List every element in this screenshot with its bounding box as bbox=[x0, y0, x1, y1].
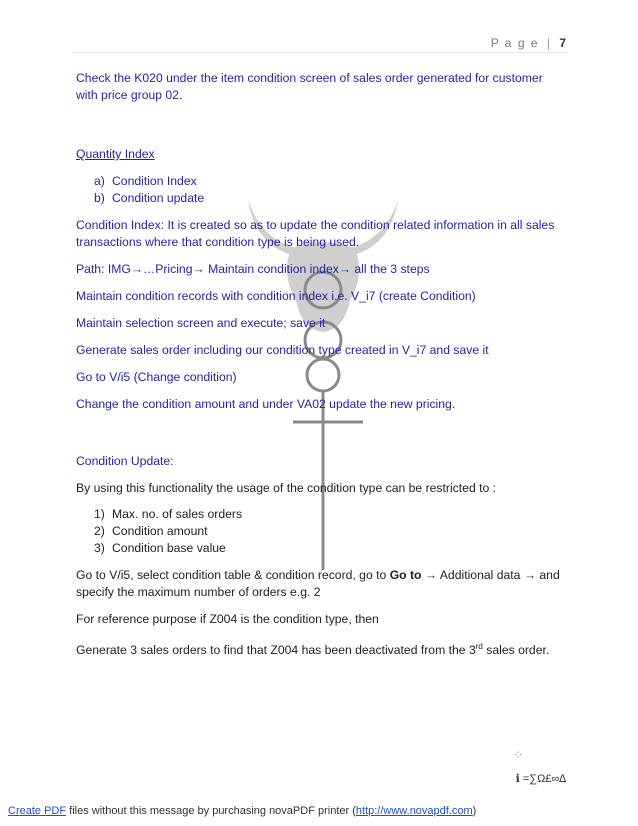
reference-line: For reference purpose if Z004 is the condition type, then bbox=[76, 612, 379, 626]
list-item bbox=[76, 190, 582, 207]
list-marker: 2) bbox=[94, 524, 105, 538]
condition-index-description: Condition Index: It is created so as to update the condition related information in all sales transactions where that condition type is being used. bbox=[76, 218, 555, 249]
step-change-condition: Go to V/i5 (Change condition) bbox=[76, 370, 237, 384]
list-item bbox=[76, 540, 582, 557]
loading-spinner-icon: ⁘ bbox=[513, 748, 524, 762]
goto-bold-text: Go to bbox=[389, 568, 422, 582]
footer-middle-text: files without this message by purchasing novaPDF printer ( bbox=[66, 805, 356, 817]
list-text: Max. no. of sales orders bbox=[112, 507, 243, 521]
path-line: Path: IMG→…Pricing→ Maintain condition index→ all the 3 steps bbox=[76, 262, 430, 276]
list-marker: a) bbox=[94, 174, 105, 188]
step-maintain-records: Maintain condition records with condition index i.e. V_i7 (create Condition) bbox=[76, 289, 476, 303]
list-text: Condition amount bbox=[112, 524, 208, 538]
goto-text-part2: → Additional data → and specify the maximum number of orders e.g. 2 bbox=[76, 568, 560, 599]
list-marker: b) bbox=[94, 191, 105, 205]
ordinal-superscript: rd bbox=[475, 642, 483, 651]
goto-text-part1: Go to V/i5, select condition table & condition record, go to bbox=[76, 568, 390, 582]
list-item bbox=[76, 506, 582, 523]
page-header bbox=[491, 36, 566, 50]
create-pdf-link[interactable]: Create PDF bbox=[8, 805, 67, 817]
condition-update-heading: Condition Update: bbox=[76, 454, 174, 468]
novapdf-url-link[interactable]: http://www.novapdf.com bbox=[355, 805, 473, 817]
goto-paragraph bbox=[76, 567, 566, 601]
generate-text-part2: sales order. bbox=[482, 643, 550, 658]
page-number: 7 bbox=[559, 36, 566, 50]
intro-paragraph: Check the K020 under the item condition screen of sales order generated for customer with price group 02. bbox=[76, 71, 543, 102]
list-text: Condition update bbox=[112, 191, 205, 205]
footer-end-text: ) bbox=[472, 805, 477, 817]
usage-line: By using this functionality the usage of the condition type can be restricted to : bbox=[76, 481, 497, 495]
list-text: Condition Index bbox=[112, 174, 197, 188]
step-generate-order: Generate sales order including our condition type created in V_i7 and save it bbox=[76, 343, 489, 357]
header-rule bbox=[72, 52, 566, 53]
header-separator: | bbox=[546, 36, 552, 50]
list-marker: 1) bbox=[94, 507, 105, 521]
step-update-pricing: Change the condition amount and under VA02 update the new pricing. bbox=[76, 397, 456, 411]
generate-text-part1: Generate 3 sales orders to find that Z004 has been deactivated from the 3 bbox=[76, 643, 476, 658]
list-item bbox=[76, 173, 582, 190]
list-item bbox=[76, 523, 582, 540]
step-selection-screen: Maintain selection screen and execute; save it bbox=[76, 316, 326, 330]
page-label: P a g e bbox=[490, 36, 539, 50]
quantity-index-heading: Quantity Index bbox=[76, 147, 155, 161]
list-text: Condition base value bbox=[112, 541, 226, 555]
footer-symbols: ℹ =∑Ω£∞∆ bbox=[515, 773, 566, 785]
generate-line bbox=[76, 638, 566, 659]
list-marker: 3) bbox=[94, 541, 105, 555]
pdf-footer bbox=[8, 805, 476, 817]
